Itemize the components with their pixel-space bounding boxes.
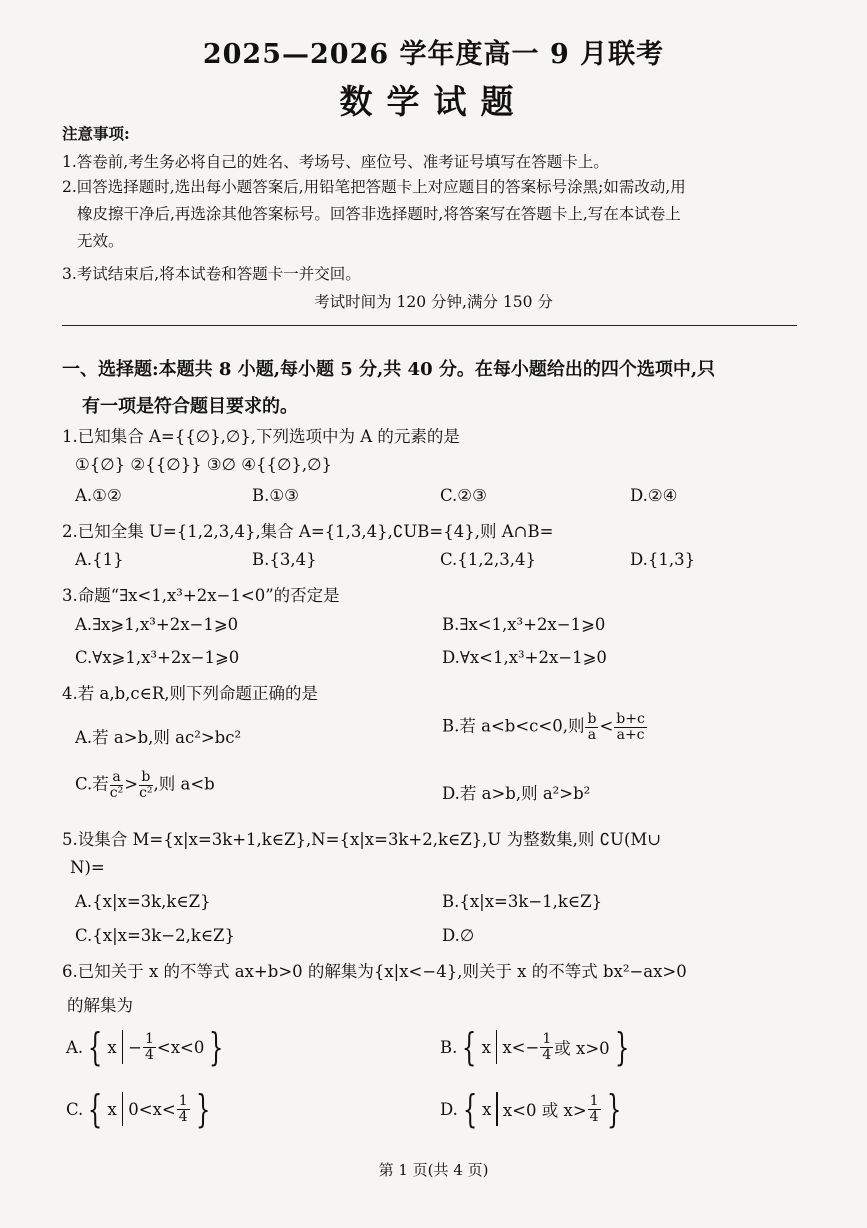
comparison-sign: >	[124, 774, 139, 794]
fraction-denominator: a	[587, 726, 597, 743]
q2-option-d: D.{1,3}	[630, 550, 696, 569]
right-brace: }	[606, 1087, 621, 1131]
set-variable: x	[481, 1037, 491, 1057]
set-bar	[122, 1030, 124, 1064]
left-brace: {	[88, 1087, 103, 1131]
set-variable: x	[107, 1099, 117, 1119]
q1-option-d: D.②④	[630, 486, 678, 505]
notice-item-2-line-3: 无效。	[77, 232, 124, 250]
q5-option-c: C.{x|x=3k−2,k∈Z}	[75, 926, 236, 945]
section-1-heading-cont: 有一项是符合题目要求的。	[82, 396, 298, 417]
q3-option-c: C.∀x⩾1,x³+2x−1⩾0	[75, 648, 240, 667]
option-label: B.	[440, 1037, 458, 1057]
q4-option-c-suffix: ,则 a<b	[153, 774, 215, 794]
right-brace: }	[195, 1087, 211, 1131]
q1-option-c: C.②③	[440, 486, 487, 505]
notice-item-2-line-1: 2.回答选择题时,选出每小题答案后,用铅笔把答题卡上对应题目的答案标号涂黑;如需改动,用	[62, 178, 686, 196]
q4-option-a: A.若 a>b,则 ac²>bc²	[75, 728, 242, 747]
condition-prefix: x<−	[502, 1037, 540, 1057]
q4-option-d: D.若 a>b,则 a²>b²	[442, 784, 591, 803]
q5-option-a: A.{x|x=3k,k∈Z}	[75, 892, 211, 911]
q2-stem: 2.已知全集 U={1,2,3,4},集合 A={1,3,4},∁UB={4},则 A∩B=	[62, 522, 554, 541]
q1-option-a: A.①②	[75, 486, 122, 505]
q3-option-a: A.∃x⩾1,x³+2x−1⩾0	[75, 615, 239, 634]
left-brace: {	[462, 1025, 477, 1069]
q6-option-d	[440, 1087, 626, 1131]
q5-option-d: D.∅	[442, 926, 475, 945]
fraction-numerator: b	[587, 711, 597, 727]
q6-option-a	[66, 1025, 229, 1069]
option-label: D.	[440, 1099, 458, 1119]
set-bar	[122, 1092, 124, 1126]
q6-b-fraction	[540, 1032, 553, 1062]
condition-suffix: <x<0	[156, 1037, 205, 1057]
q5-stem-line-2: N)=	[70, 858, 105, 877]
page-number: 第 1 页(共 4 页)	[378, 1161, 489, 1179]
q4-option-c	[75, 770, 215, 800]
notice-item-2-line-2: 橡皮擦干净后,再选涂其他答案标号。回答非选择题时,将答案写在答题卡上,写在本试卷上	[77, 205, 681, 223]
exam-title: 2025—2026 学年度高一 9 月联考	[202, 39, 665, 70]
comparison-sign: <	[599, 716, 614, 736]
fraction-denominator: c²	[109, 784, 124, 801]
q4-b-fraction-2	[614, 712, 647, 742]
condition-prefix: 0<x<	[128, 1099, 176, 1119]
q6-option-b	[440, 1025, 634, 1069]
q1-stem: 1.已知集合 A={{∅},∅},下列选项中为 A 的元素的是	[62, 427, 460, 446]
q5-stem-line-1: 5.设集合 M={x|x=3k+1,k∈Z},N={x|x=3k+2,k∈Z},U 为整数集,则 ∁U(M∪	[62, 830, 662, 849]
fraction-numerator: b	[139, 770, 152, 786]
fraction-denominator: c²	[139, 784, 153, 801]
q5-option-b: B.{x|x=3k−1,k∈Z}	[442, 892, 603, 911]
fraction-numerator: a	[110, 770, 123, 786]
fraction-numerator: b+c	[616, 711, 645, 727]
fraction-numerator: 1	[178, 1092, 188, 1109]
q6-c-fraction	[177, 1094, 190, 1124]
set-bar	[496, 1092, 498, 1126]
fraction-denominator: a+c	[616, 726, 645, 743]
q6-a-fraction	[143, 1032, 156, 1062]
q2-option-c: C.{1,2,3,4}	[440, 550, 537, 569]
set-bar	[496, 1030, 498, 1064]
fraction-denominator: 4	[178, 1108, 188, 1125]
notice-item-1: 1.答卷前,考生务必将自己的姓名、考场号、座位号、准考证号填写在答题卡上。	[62, 153, 609, 171]
fraction-denominator: 4	[589, 1108, 599, 1125]
notice-item-3: 3.考试结束后,将本试卷和答题卡一并交回。	[62, 265, 361, 283]
q6-stem-line-2: 的解集为	[67, 996, 133, 1015]
set-variable: x	[482, 1099, 492, 1119]
q3-option-d: D.∀x<1,x³+2x−1⩾0	[442, 648, 607, 667]
q6-option-c	[66, 1087, 215, 1131]
notice-heading: 注意事项:	[62, 124, 130, 143]
q1-option-b: B.①③	[252, 486, 299, 505]
q3-option-b: B.∃x<1,x³+2x−1⩾0	[442, 615, 606, 634]
q4-option-b-prefix: B.若 a<b<c<0,则	[442, 716, 585, 736]
fraction-denominator: 4	[145, 1046, 154, 1063]
exam-time: 考试时间为 120 分钟,满分 150 分	[314, 293, 553, 311]
right-brace: }	[614, 1025, 629, 1069]
q4-c-fraction-1	[110, 770, 123, 800]
q4-stem: 4.若 a,b,c∈R,则下列命题正确的是	[62, 684, 318, 703]
section-1-heading: 一、选择题:本题共 8 小题,每小题 5 分,共 40 分。在每小题给出的四个选项中,只	[62, 359, 716, 380]
option-label: A.	[66, 1037, 84, 1057]
q4-option-b	[442, 712, 648, 742]
q1-items: ①{∅} ②{{∅}} ③∅ ④{{∅},∅}	[75, 455, 332, 474]
left-brace: {	[88, 1025, 103, 1069]
divider-line	[62, 325, 797, 326]
q4-c-fraction-2	[139, 770, 152, 800]
q4-option-c-prefix: C.若	[75, 774, 109, 794]
fraction-numerator: 1	[145, 1030, 154, 1047]
set-variable: x	[107, 1037, 117, 1057]
left-brace: {	[462, 1087, 478, 1131]
condition-prefix: x<0 或 x>	[502, 1101, 587, 1120]
q6-d-fraction	[588, 1094, 601, 1124]
q6-stem-line-1: 6.已知关于 x 的不等式 ax+b>0 的解集为{x|x<−4},则关于 x 的不等式 bx²−ax>0	[62, 962, 687, 981]
option-label: C.	[66, 1099, 84, 1119]
fraction-denominator: 4	[542, 1046, 552, 1063]
q2-option-a: A.{1}	[75, 550, 124, 569]
fraction-numerator: 1	[542, 1030, 552, 1047]
right-brace: }	[209, 1025, 224, 1069]
condition-prefix: −	[128, 1037, 142, 1057]
q2-option-b: B.{3,4}	[252, 550, 317, 569]
subject-title: 数学试题	[339, 82, 528, 121]
q4-b-fraction-1	[585, 712, 598, 742]
fraction-numerator: 1	[589, 1092, 599, 1109]
q3-stem: 3.命题“∃x<1,x³+2x−1<0”的否定是	[62, 586, 340, 605]
condition-suffix: 或 x>0	[554, 1039, 610, 1058]
